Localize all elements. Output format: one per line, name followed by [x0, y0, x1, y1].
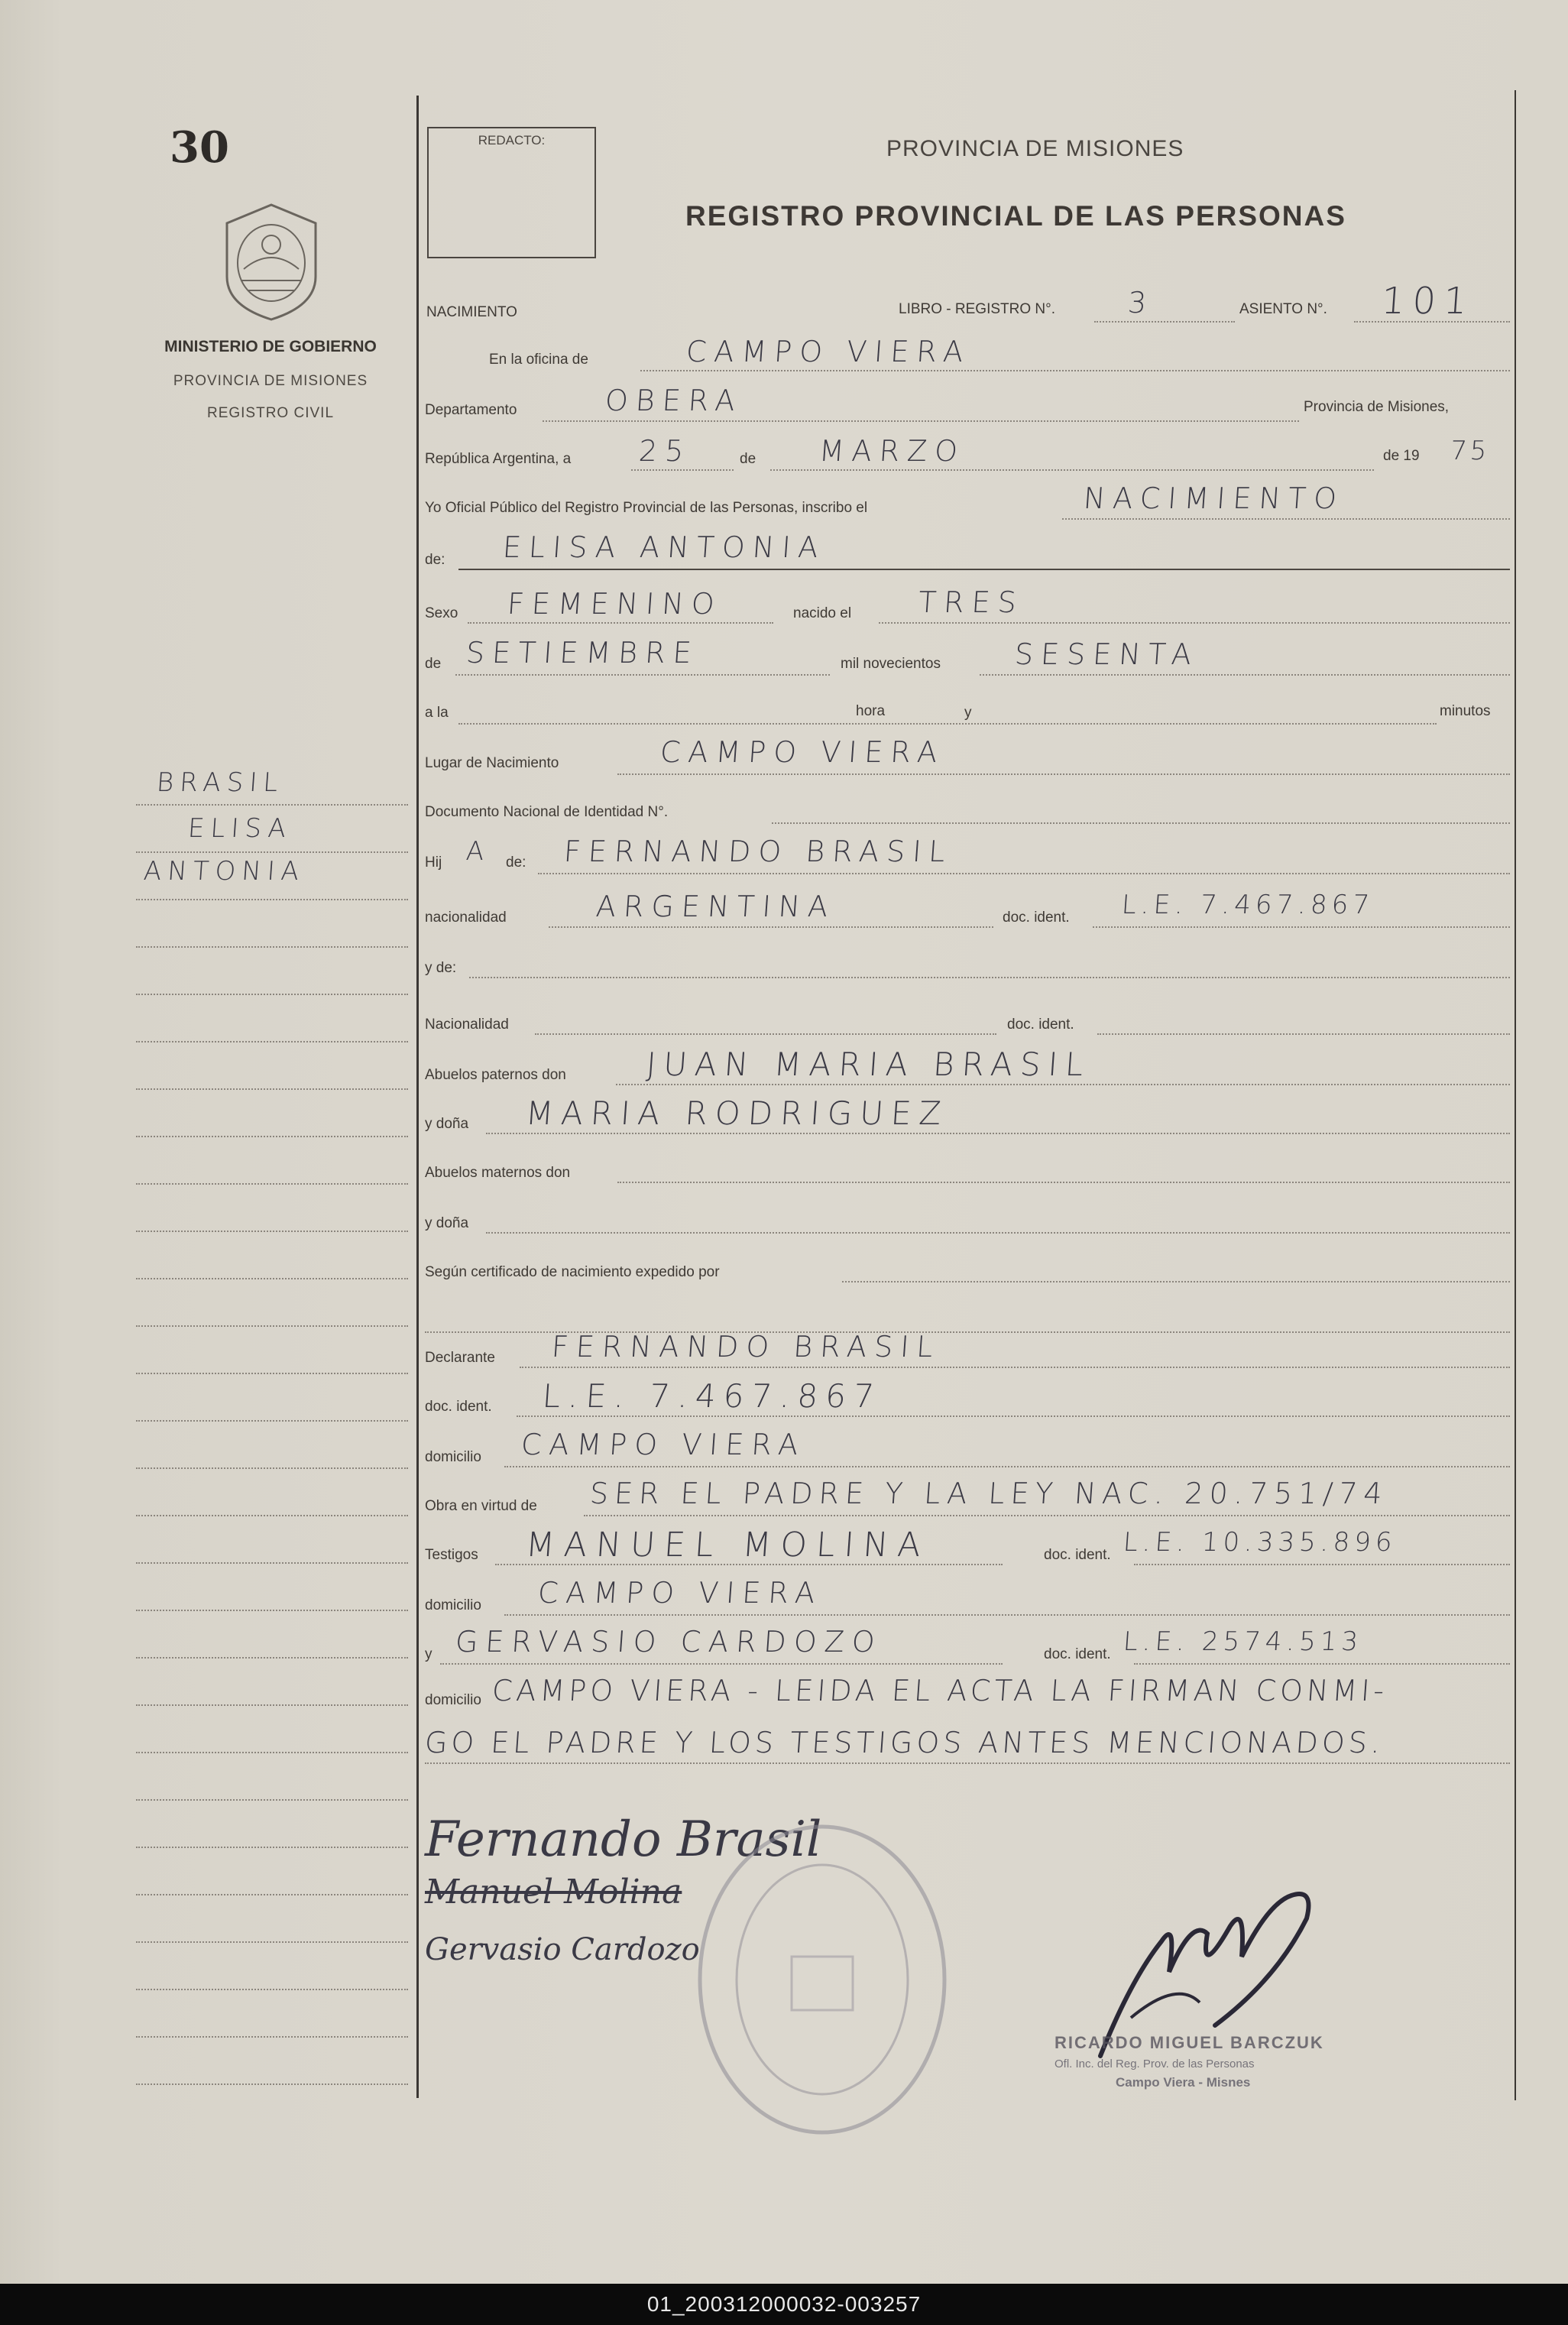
- margin-ruled-line: [136, 992, 408, 995]
- signature-fernando-brasil: Fernando Brasil: [425, 1811, 822, 1868]
- line-segun: [842, 1279, 1510, 1282]
- margin-ruled-line: [136, 945, 408, 948]
- value-nacido-anio: SESENTA: [1013, 637, 1200, 671]
- margin-ruled-line: [136, 1039, 408, 1043]
- value-inscribe: NACIMIENTO: [1082, 482, 1346, 515]
- line-departamento: [543, 419, 1299, 422]
- margin-ruled-line: [136, 1324, 408, 1327]
- margin-ruled-line: [136, 1892, 408, 1895]
- label-republica: República Argentina, a: [425, 451, 572, 467]
- line-doc-padre: [1093, 925, 1510, 928]
- label-dni: Documento Nacional de Identidad N°.: [425, 804, 669, 820]
- margin-ruled-line: [136, 803, 408, 806]
- redacto-label: REDACTO:: [478, 133, 546, 148]
- value-nombre: ELISA ANTONIA: [501, 530, 828, 564]
- line-abuela-materna: [486, 1231, 1510, 1234]
- margin-ruled-line: [136, 1703, 408, 1706]
- line-mes: [770, 468, 1374, 471]
- label-oficina: En la oficina de: [489, 352, 588, 368]
- line-doc-madre: [1097, 1032, 1510, 1035]
- line-oficina: [640, 368, 1510, 371]
- line-nacido: [879, 621, 1510, 624]
- value-nacionalidad: ARGENTINA: [594, 890, 837, 923]
- image-id-caption: 01_200312000032-003257: [0, 2284, 1568, 2325]
- label-doc-declarante: doc. ident.: [425, 1399, 492, 1415]
- margin-note-name1: ELISA: [186, 813, 293, 844]
- official-name-stamp: [1055, 2033, 1375, 2090]
- label-de-19: de 19: [1383, 448, 1420, 464]
- line-domicilio-testigo1: [504, 1613, 1510, 1616]
- label-minutos: minutos: [1440, 703, 1491, 719]
- value-testigo2: GERVASIO CARDOZO: [454, 1625, 884, 1659]
- stamp-line2: Ofl. Inc. del Reg. Prov. de las Personas: [1055, 2057, 1255, 2070]
- line-doc-testigo2: [1134, 1662, 1510, 1665]
- margin-ruled-line: [136, 2082, 408, 2085]
- margin-ruled-line: [136, 1608, 408, 1611]
- redacto-box: [427, 127, 596, 258]
- margin-ruled-line: [136, 1513, 408, 1516]
- page-title: REGISTRO PROVINCIAL DE LAS PERSONAS: [685, 200, 1346, 232]
- label-mil-novecientos: mil novecientos: [841, 656, 941, 672]
- margin-ruled-line: [136, 2035, 408, 2038]
- label-a-la: a la: [425, 705, 449, 721]
- label-segun: Según certificado de nacimiento expedido por: [425, 1264, 720, 1280]
- line-declarante: [520, 1365, 1510, 1368]
- label-y-de: y de:: [425, 960, 457, 976]
- label-abuelos-paternos: Abuelos paternos don: [425, 1067, 566, 1083]
- margin-ruled-line: [136, 1276, 408, 1279]
- label-testigos: Testigos: [425, 1547, 478, 1563]
- value-domicilio-declarante: CAMPO VIERA: [520, 1428, 807, 1461]
- label-domicilio-testigo2: domicilio: [425, 1692, 481, 1708]
- value-libro: 3: [1126, 286, 1155, 319]
- line-dni: [772, 821, 1510, 824]
- margin-ruled-line: [136, 1229, 408, 1232]
- value-doc-testigo1: L.E. 10.335.896: [1122, 1527, 1398, 1558]
- value-domicilio-testigo1: CAMPO VIERA: [536, 1576, 824, 1610]
- label-libro-registro: LIBRO - REGISTRO N°.: [899, 301, 1056, 317]
- stamp-line1: RICARDO MIGUEL BARCZUK: [1055, 2033, 1324, 2052]
- label-de-mes: de: [740, 451, 756, 467]
- label-nacionalidad: nacionalidad: [425, 910, 507, 926]
- line-nombre: [458, 569, 1510, 570]
- value-doc-testigo2: L.E. 2574.513: [1122, 1626, 1364, 1657]
- value-mes: MARZO: [818, 434, 967, 468]
- line-libro: [1094, 319, 1235, 323]
- margin-note-name2: ANTONIA: [142, 856, 306, 887]
- label-hora: hora: [856, 703, 886, 719]
- label-doc-testigo2: doc. ident.: [1044, 1646, 1111, 1662]
- label-nacionalidad-madre: Nacionalidad: [425, 1017, 509, 1033]
- label-y-dona-paterna: y doña: [425, 1116, 469, 1132]
- label-abuelos-maternos: Abuelos maternos don: [425, 1165, 571, 1181]
- value-abuelo-paterno: JUAN MARIA BRASIL: [645, 1046, 1093, 1083]
- label-y-minutos: y: [964, 705, 972, 721]
- line-madre: [469, 975, 1510, 978]
- label-domicilio-testigo1: domicilio: [425, 1597, 481, 1613]
- margin-ruled-line: [136, 1798, 408, 1801]
- line-hora: [458, 721, 1437, 725]
- margin-ruled-line: [136, 1134, 408, 1137]
- line-domicilio-declarante: [504, 1464, 1510, 1467]
- value-nacido-dia: TRES: [917, 585, 1025, 619]
- sheet-number: 30: [170, 122, 229, 173]
- value-oficina: CAMPO VIERA: [685, 335, 972, 368]
- label-doc-ident: doc. ident.: [1003, 910, 1070, 926]
- registry-seal-stamp: [692, 1819, 952, 2140]
- line-testigo2: [440, 1662, 1003, 1665]
- line-nacido-mes: [455, 673, 830, 676]
- label-de-name: de:: [425, 552, 445, 568]
- margin-note-surname: BRASIL: [155, 767, 285, 798]
- value-testigo1: MANUEL MOLINA: [524, 1526, 931, 1565]
- margin-ruled-line: [136, 897, 408, 900]
- label-de-mes-nac: de: [425, 656, 442, 672]
- signature-gervasio-cardozo: Gervasio Cardozo: [425, 1932, 700, 1967]
- label-yo-oficial: Yo Oficial Público del Registro Provincial de las Personas, inscribo el: [425, 500, 868, 516]
- line-domicilio-2: [425, 1761, 1510, 1764]
- margin-ruled-line: [136, 1655, 408, 1659]
- value-hij-suffix: A: [465, 836, 491, 867]
- value-domicilio-line1: CAMPO VIERA - LEIDA EL ACTA LA FIRMAN CONMI-: [491, 1674, 1389, 1707]
- label-asiento: ASIENTO N°.: [1239, 301, 1327, 317]
- value-doc-padre: L.E. 7.467.867: [1120, 890, 1375, 920]
- label-nacido-el: nacido el: [793, 605, 852, 621]
- label-hij: Hij: [425, 854, 442, 871]
- value-declarante: FERNANDO BRASIL: [550, 1330, 942, 1364]
- value-lugar: CAMPO VIERA: [659, 735, 946, 769]
- registry-label: REGISTRO CIVIL: [206, 405, 335, 421]
- value-doc-declarante: L.E. 7.467.867: [541, 1377, 883, 1415]
- line-sexo: [468, 621, 773, 624]
- value-departamento: OBERA: [604, 384, 744, 417]
- label-provincia: Provincia de Misiones,: [1304, 399, 1450, 415]
- value-sexo: FEMENINO: [506, 587, 724, 621]
- province-label: PROVINCIA DE MISIONES: [173, 373, 368, 389]
- value-abuela-paterna: MARIA RODRIGUEZ: [524, 1094, 951, 1132]
- margin-ruled-line: [136, 1845, 408, 1848]
- label-obra: Obra en virtud de: [425, 1498, 537, 1514]
- value-anio: 75: [1449, 436, 1491, 466]
- value-obra: SER EL PADRE Y LA LEY NAC. 20.751/74: [588, 1477, 1390, 1510]
- margin-ruled-line: [136, 1419, 408, 1422]
- line-abuelo-materno: [617, 1180, 1510, 1183]
- line-dia: [631, 468, 734, 471]
- value-padre: FERNANDO BRASIL: [562, 835, 954, 868]
- left-border-line: [416, 96, 419, 2098]
- label-y-dona-materna: y doña: [425, 1215, 469, 1231]
- stamp-line3: Campo Viera - Misnes: [1116, 2075, 1251, 2090]
- label-declarante: Declarante: [425, 1350, 495, 1366]
- label-doc-ident-madre: doc. ident.: [1007, 1017, 1074, 1033]
- margin-ruled-line: [136, 1940, 408, 1943]
- line-lugar: [617, 772, 1510, 775]
- line-nacionalidad-madre: [535, 1032, 996, 1035]
- margin-ruled-line: [136, 850, 408, 853]
- label-de-parent: de:: [506, 854, 526, 871]
- line-obra: [584, 1513, 1510, 1516]
- margin-ruled-line: [136, 1561, 408, 1564]
- margin-ruled-line: [136, 1371, 408, 1374]
- line-doc-testigo1: [1134, 1562, 1510, 1565]
- label-departamento: Departamento: [425, 402, 517, 418]
- margin-ruled-line: [136, 1750, 408, 1753]
- line-nacionalidad: [549, 925, 993, 928]
- label-lugar: Lugar de Nacimiento: [425, 755, 559, 771]
- value-domicilio-line2: GO EL PADRE Y LOS TESTIGOS ANTES MENCIONADOS.: [423, 1726, 1385, 1759]
- margin-ruled-line: [136, 1466, 408, 1469]
- coat-of-arms-emblem: [218, 200, 325, 323]
- line-padre: [538, 871, 1510, 874]
- margin-ruled-line: [136, 1987, 408, 1990]
- label-y-testigo2: y: [425, 1646, 432, 1662]
- line-nacido-anio: [980, 673, 1510, 676]
- line-inscribe: [1062, 517, 1510, 520]
- label-doc-testigo1: doc. ident.: [1044, 1547, 1111, 1563]
- margin-ruled-line: [136, 1087, 408, 1090]
- value-asiento: 101: [1380, 280, 1476, 323]
- label-domicilio-declarante: domicilio: [425, 1449, 481, 1465]
- ministry-label: MINISTERIO DE GOBIERNO: [164, 338, 377, 355]
- value-nacido-mes: SETIEMBRE: [465, 636, 701, 670]
- margin-ruled-line: [136, 1182, 408, 1185]
- label-sexo: Sexo: [425, 605, 458, 621]
- header-province: PROVINCIA DE MISIONES: [886, 136, 1184, 161]
- signature-manuel-molina: Manuel Molina: [425, 1873, 682, 1912]
- value-dia: 25: [637, 434, 692, 468]
- right-border-line: [1515, 90, 1516, 2100]
- label-nacimiento: NACIMIENTO: [426, 304, 517, 320]
